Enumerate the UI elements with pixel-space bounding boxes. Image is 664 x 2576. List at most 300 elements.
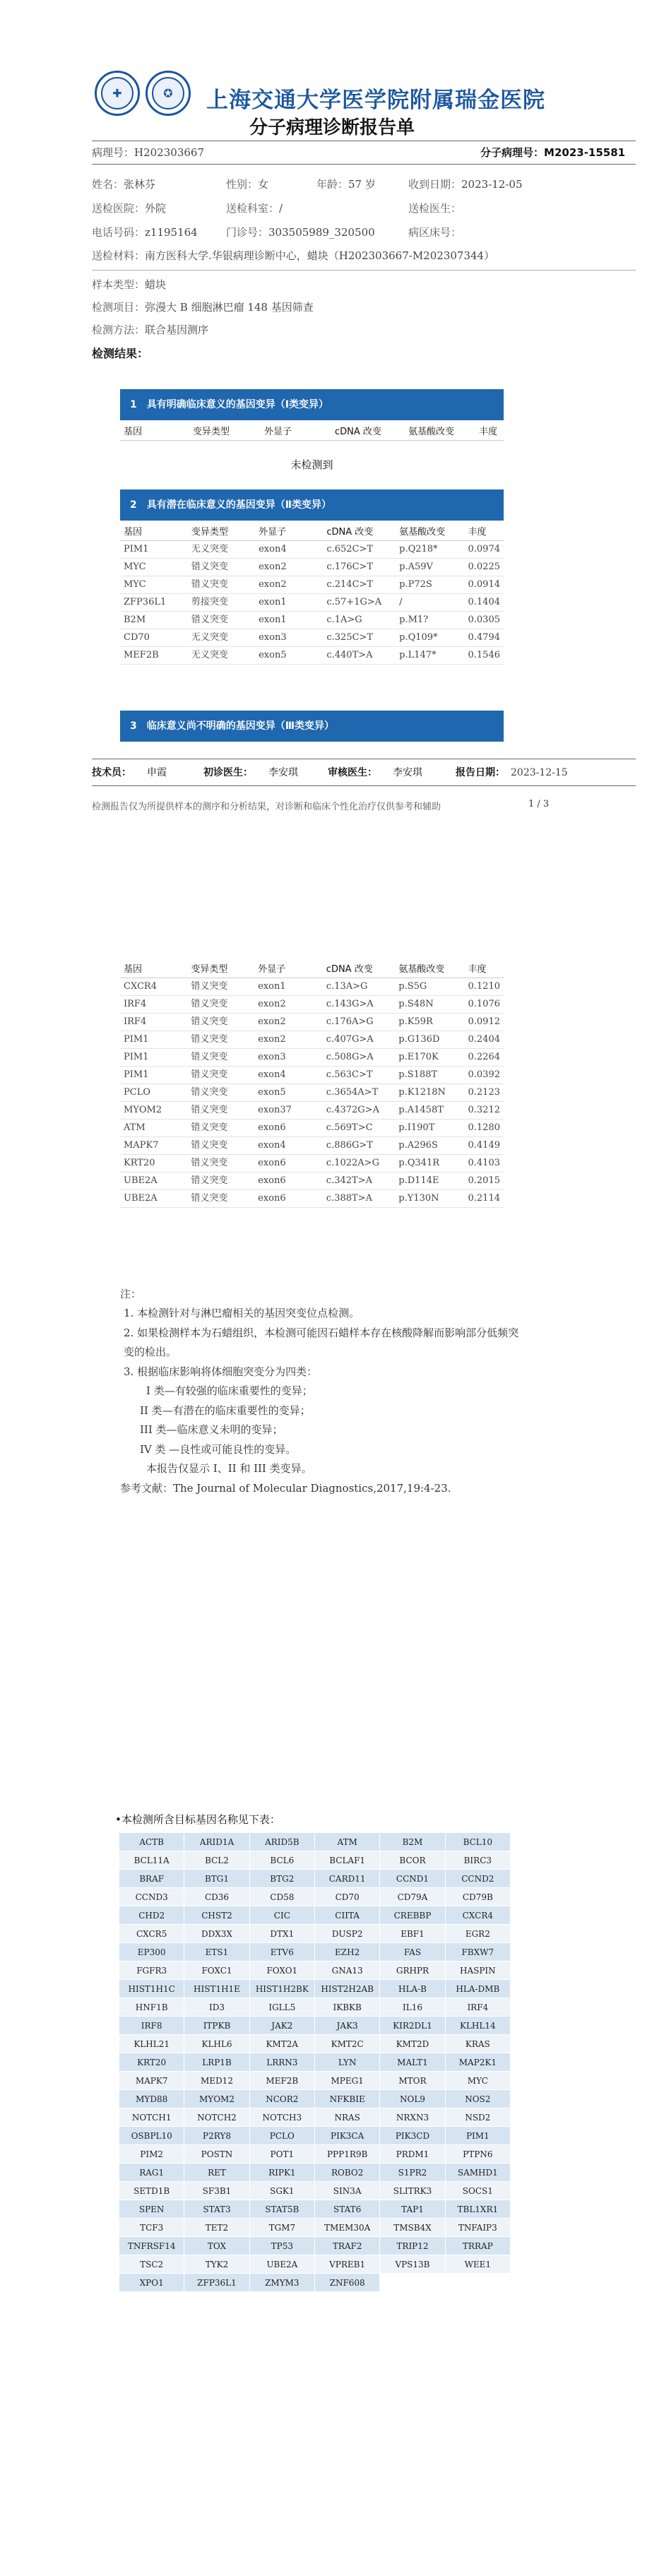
variant-row xyxy=(120,1137,504,1155)
notes-heading: 注： xyxy=(120,1288,142,1300)
variant-gene: MAPK7 xyxy=(120,1137,187,1155)
submitted-material-label: 送检材料： xyxy=(92,249,146,262)
gene-cell: KMT2A xyxy=(249,2035,314,2053)
variant-exon: exon1 xyxy=(254,978,323,996)
col-exon: 外显子 xyxy=(254,958,323,978)
gene-cell: LRRN3 xyxy=(249,2053,314,2072)
variant-type: 错义突变 xyxy=(187,1120,254,1137)
submitting-dept xyxy=(226,201,283,215)
test-method xyxy=(92,322,208,337)
phone-number-value: z1195164 xyxy=(145,226,198,239)
gene-cell: NOTCH3 xyxy=(249,2108,314,2127)
variant-freq: 0.0912 xyxy=(465,1014,504,1031)
variant-freq: 0.2015 xyxy=(465,1173,504,1190)
variant-cdna: c.143G>A xyxy=(323,996,396,1014)
gene-cell: SIN3A xyxy=(314,2182,379,2200)
variant-cdna: c.569T>C xyxy=(323,1120,396,1137)
variant-freq: 0.1076 xyxy=(465,996,504,1014)
gene-cell: CARD11 xyxy=(314,1870,379,1888)
gene-cell: NFKBIE xyxy=(314,2090,379,2108)
variant-type: 错义突变 xyxy=(187,1014,254,1031)
variant-exon: exon4 xyxy=(254,1137,323,1155)
gene-cell: MYD88 xyxy=(119,2090,184,2108)
variant-cdna: c.214C>T xyxy=(323,576,396,594)
gene-cell: EBF1 xyxy=(380,1925,445,1943)
received-date-value: 2023-12-05 xyxy=(461,178,523,191)
gene-cell: PIM2 xyxy=(119,2145,184,2164)
gene-cell: EZH2 xyxy=(314,1943,379,1961)
col-aa: 氨基酸改变 xyxy=(405,421,475,441)
variant-gene: ZFP36L1 xyxy=(120,594,188,612)
variant-aa: p.A1458T xyxy=(395,1102,464,1120)
tier2-header: 2 具有潜在临床意义的基因变异（Ⅱ类变异） xyxy=(120,489,504,521)
gene-cell: CD79A xyxy=(380,1888,445,1906)
variant-freq: 0.4149 xyxy=(465,1137,504,1155)
variant-exon: exon2 xyxy=(254,1014,323,1031)
tier2-header-row xyxy=(120,521,504,541)
variant-gene: CD70 xyxy=(120,629,188,647)
gene-cell: TNFAIP3 xyxy=(445,2219,510,2237)
sample-type-label: 样本类型： xyxy=(92,278,146,291)
gene-cell: KLHL6 xyxy=(184,2035,249,2053)
gene-cell: ACTB xyxy=(119,1833,184,1851)
submitting-doctor xyxy=(408,201,461,215)
variant-cdna: c.57+1G>A xyxy=(323,594,396,612)
report-date xyxy=(456,765,568,779)
gene-cell: HLA-B xyxy=(380,1980,445,1998)
variant-type: 错义突变 xyxy=(187,1173,254,1190)
material-divider xyxy=(92,270,636,271)
variant-gene: MYC xyxy=(120,559,188,576)
gene-cell: CD36 xyxy=(184,1888,249,1906)
variant-row xyxy=(120,1120,504,1137)
variant-type: 错义突变 xyxy=(187,1049,254,1067)
variant-gene: CXCR4 xyxy=(120,978,187,996)
variant-cdna: c.563C>T xyxy=(323,1067,396,1084)
variant-row xyxy=(120,1173,504,1190)
variant-aa: p.Q218* xyxy=(396,541,464,559)
gene-cell: POT1 xyxy=(249,2145,314,2164)
gene-cell: CD58 xyxy=(249,1888,314,1906)
gene-row xyxy=(119,2053,511,2072)
tier3-table xyxy=(120,958,504,1208)
class-1: I 类—有较强的临床重要性的变异； xyxy=(146,1384,313,1397)
gene-cell: CD70 xyxy=(314,1888,379,1906)
variant-row xyxy=(120,1031,504,1049)
variant-exon: exon1 xyxy=(255,612,323,629)
gene-row xyxy=(119,2145,511,2164)
gene-cell: JAK2 xyxy=(249,2017,314,2035)
gene-cell: BIRC3 xyxy=(445,1851,510,1870)
reference: 参考文献：The Journal of Molecular Diagnostics,2017,19:4-23. xyxy=(120,1482,451,1495)
gene-cell: ATM xyxy=(314,1833,379,1851)
gene-cell: NOTCH1 xyxy=(119,2108,184,2127)
variant-freq: 0.1280 xyxy=(465,1120,504,1137)
tier1-header-row xyxy=(120,421,504,441)
patient-name-value: 张林芬 xyxy=(124,178,156,191)
gene-cell: TAP1 xyxy=(380,2200,445,2219)
col-type: 变异类型 xyxy=(189,421,261,441)
variant-row xyxy=(120,1155,504,1173)
gene-cell: IKBKB xyxy=(314,1998,379,2017)
gene-cell: IGLL5 xyxy=(249,1998,314,2017)
gene-row xyxy=(119,1888,511,1906)
gene-cell: S1PR2 xyxy=(380,2164,445,2182)
gene-cell: GRHPR xyxy=(380,1961,445,1980)
gene-row xyxy=(119,1980,511,1998)
variant-cdna: c.407G>A xyxy=(323,1031,396,1049)
variant-freq: 0.0305 xyxy=(465,612,504,629)
gene-cell: VPS13B xyxy=(380,2255,445,2274)
gene-cell: BCL11A xyxy=(119,1851,184,1870)
variant-exon: exon6 xyxy=(254,1173,323,1190)
molecular-number-value: M2023-15581 xyxy=(544,146,626,159)
molecular-number xyxy=(480,145,625,160)
variant-type: 无义突变 xyxy=(188,541,255,559)
gene-cell: NOL9 xyxy=(380,2090,445,2108)
variant-aa: p.Q341R xyxy=(395,1155,464,1173)
variant-freq: 0.4794 xyxy=(465,629,504,647)
patient-name xyxy=(92,177,155,191)
variant-type: 无义突变 xyxy=(188,629,255,647)
variant-aa: p.M1? xyxy=(396,612,464,629)
gene-cell: LRP1B xyxy=(184,2053,249,2072)
gene-cell: NOS2 xyxy=(445,2090,510,2108)
gene-cell: PRDM1 xyxy=(380,2145,445,2164)
gene-row xyxy=(119,2274,511,2292)
variant-cdna: c.342T>A xyxy=(323,1173,396,1190)
gene-cell: BCL10 xyxy=(445,1833,510,1851)
gene-cell: JAK3 xyxy=(314,2017,379,2035)
gene-cell: RAG1 xyxy=(119,2164,184,2182)
patient-age-label: 年龄： xyxy=(316,178,349,191)
variant-row xyxy=(120,1067,504,1084)
hospital-name: 上海交通大学医学院附属瑞金医院 xyxy=(206,88,545,113)
variant-gene: UBE2A xyxy=(120,1173,187,1190)
gene-cell: BCOR xyxy=(380,1851,445,1870)
gene-cell: B2M xyxy=(380,1833,445,1851)
variant-row xyxy=(120,978,504,996)
initial-doctor-value: 李安琪 xyxy=(268,767,298,778)
gene-cell: EP300 xyxy=(119,1943,184,1961)
gene-cell: NRAS xyxy=(314,2108,379,2127)
gene-cell: FBXW7 xyxy=(445,1943,510,1961)
gene-row xyxy=(119,2035,511,2053)
gene-cell: SPEN xyxy=(119,2200,184,2219)
class-3: III 类—临床意义未明的变异； xyxy=(140,1423,283,1436)
gene-cell: TYK2 xyxy=(184,2255,249,2274)
gene-cell: TRAF2 xyxy=(314,2237,379,2255)
gene-cell: IRF4 xyxy=(445,1998,510,2017)
gene-cell: KLHL21 xyxy=(119,2035,184,2053)
variant-cdna: c.325C>T xyxy=(323,629,396,647)
variant-freq: 0.1404 xyxy=(465,594,504,612)
variant-type: 错义突变 xyxy=(188,576,255,594)
variant-gene: IRF4 xyxy=(120,996,187,1014)
gene-cell: TSC2 xyxy=(119,2255,184,2274)
gene-cell: STAT6 xyxy=(314,2200,379,2219)
variant-type: 错义突变 xyxy=(188,612,255,629)
variant-exon: exon3 xyxy=(255,629,323,647)
gene-cell: SF3B1 xyxy=(184,2182,249,2200)
phone-number xyxy=(92,225,198,239)
results-heading: 检测结果： xyxy=(92,347,149,360)
gene-row xyxy=(119,1870,511,1888)
variant-gene: KRT20 xyxy=(120,1155,187,1173)
gene-cell: SLITRK3 xyxy=(380,2182,445,2200)
variant-exon: exon3 xyxy=(254,1049,323,1067)
variant-aa: p.S188T xyxy=(395,1067,464,1084)
gene-cell: CCND2 xyxy=(445,1870,510,1888)
variant-row xyxy=(120,541,504,559)
patient-name-label: 姓名： xyxy=(92,178,124,191)
gene-cell: WEE1 xyxy=(445,2255,510,2274)
test-project xyxy=(92,299,314,314)
variant-exon: exon1 xyxy=(255,594,323,612)
variant-aa: p.K59R xyxy=(395,1014,464,1031)
variant-exon: exon2 xyxy=(254,996,323,1014)
gene-row xyxy=(119,2164,511,2182)
gene-row xyxy=(119,2108,511,2127)
col-gene: 基因 xyxy=(120,521,188,541)
gene-cell: MED12 xyxy=(184,2072,249,2090)
col-freq: 丰度 xyxy=(465,958,504,978)
gene-cell: SETD1B xyxy=(119,2182,184,2200)
gene-cell: PTPN6 xyxy=(445,2145,510,2164)
col-type: 变异类型 xyxy=(188,521,255,541)
variant-cdna: c.1A>G xyxy=(323,612,396,629)
gene-cell: HIST1H1E xyxy=(184,1980,249,1998)
gene-cell: ETS1 xyxy=(184,1943,249,1961)
variant-exon: exon4 xyxy=(254,1067,323,1084)
gene-cell: TMSB4X xyxy=(380,2219,445,2237)
hospital-emblem-icon: ✪ xyxy=(152,77,184,109)
variant-type: 剪接突变 xyxy=(188,594,255,612)
variant-freq: 0.3212 xyxy=(465,1102,504,1120)
variant-row xyxy=(120,576,504,594)
gene-cell: HNF1B xyxy=(119,1998,184,2017)
gene-row xyxy=(119,1906,511,1925)
variant-type: 错义突变 xyxy=(187,1102,254,1120)
test-method-label: 检测方法： xyxy=(92,324,146,336)
gene-row xyxy=(119,2255,511,2274)
gene-cell: KIR2DL1 xyxy=(380,2017,445,2035)
submitting-doctor-label: 送检医生： xyxy=(408,202,462,215)
case-number xyxy=(92,145,204,160)
gene-row xyxy=(119,2219,511,2237)
gene-cell: PIK3CD xyxy=(380,2127,445,2145)
gene-cell: NOTCH2 xyxy=(184,2108,249,2127)
variant-gene: MYOM2 xyxy=(120,1102,187,1120)
gene-list-table xyxy=(119,1832,511,2292)
gene-cell: HIST1H1C xyxy=(119,1980,184,1998)
test-project-label: 检测项目： xyxy=(92,301,146,314)
gene-cell: ZMYM3 xyxy=(249,2274,314,2292)
gene-row xyxy=(119,2182,511,2200)
gene-cell: SAMHD1 xyxy=(445,2164,510,2182)
disclaimer: 检测报告仅为所提供样本的测序和分析结果，对诊断和临床个性化治疗仅供参考和辅助 xyxy=(92,802,441,812)
university-logo xyxy=(95,71,140,116)
col-freq: 丰度 xyxy=(475,421,504,441)
gene-cell: PIM1 xyxy=(445,2127,510,2145)
col-exon: 外显子 xyxy=(255,521,323,541)
sample-type xyxy=(92,277,166,292)
variant-type: 错义突变 xyxy=(187,1190,254,1208)
gene-cell: ITPKB xyxy=(184,2017,249,2035)
gene-cell: EGR2 xyxy=(445,1925,510,1943)
gene-cell: MPEG1 xyxy=(314,2072,379,2090)
gene-cell: MALT1 xyxy=(380,2053,445,2072)
gene-cell: DDX3X xyxy=(184,1925,249,1943)
variant-exon: exon5 xyxy=(255,647,323,665)
variant-freq: 0.4103 xyxy=(465,1155,504,1173)
gene-cell: TP53 xyxy=(249,2237,314,2255)
outpatient-number-value: 303505989_320500 xyxy=(268,226,375,239)
gene-cell: NCOR2 xyxy=(249,2090,314,2108)
variant-aa: p.P72S xyxy=(396,576,464,594)
gene-cell: FOXO1 xyxy=(249,1961,314,1980)
variant-aa: p.A296S xyxy=(395,1137,464,1155)
sample-type-value: 蜡块 xyxy=(145,278,167,291)
gene-cell: TET2 xyxy=(184,2219,249,2237)
variant-freq: 0.2114 xyxy=(465,1190,504,1208)
gene-cell: BTG1 xyxy=(184,1870,249,1888)
variant-gene: PIM1 xyxy=(120,1067,187,1084)
gene-cell: MAP2K1 xyxy=(445,2053,510,2072)
variant-exon: exon4 xyxy=(255,541,323,559)
tier1-none-detected: 未检测到 xyxy=(290,458,333,471)
initial-doctor xyxy=(203,765,298,779)
col-aa: 氨基酸改变 xyxy=(396,521,464,541)
variant-cdna: c.886G>T xyxy=(323,1137,396,1155)
gene-cell: LYN xyxy=(314,2053,379,2072)
variant-row xyxy=(120,559,504,576)
variant-gene: PIM1 xyxy=(120,1049,187,1067)
variant-gene: PIM1 xyxy=(120,1031,187,1049)
variant-exon: exon37 xyxy=(254,1102,323,1120)
submitting-dept-label: 送检科室： xyxy=(226,202,280,215)
variant-cdna: c.3654A>T xyxy=(323,1084,396,1102)
gene-cell: HIST1H2BK xyxy=(249,1980,314,1998)
variant-gene: PCLO xyxy=(120,1084,187,1102)
variant-aa: p.L147* xyxy=(396,647,464,665)
report-title: 分子病理诊断报告单 xyxy=(249,117,415,138)
gene-cell: KMT2C xyxy=(314,2035,379,2053)
gene-cell: GNA13 xyxy=(314,1961,379,1980)
col-cdna: cDNA 改变 xyxy=(323,521,396,541)
variant-freq: 0.0914 xyxy=(465,576,504,594)
gene-cell: CHD2 xyxy=(119,1906,184,1925)
variant-gene: PIM1 xyxy=(120,541,188,559)
gene-cell: DTX1 xyxy=(249,1925,314,1943)
patient-sex xyxy=(226,177,268,191)
col-aa: 氨基酸改变 xyxy=(395,958,464,978)
variant-exon: exon5 xyxy=(254,1084,323,1102)
gene-cell: HIST2H2AB xyxy=(314,1980,379,1998)
gene-cell: BCL6 xyxy=(249,1851,314,1870)
col-cdna: cDNA 改变 xyxy=(323,958,396,978)
patient-sex-value: 女 xyxy=(258,178,269,191)
variant-aa: p.Q109* xyxy=(396,629,464,647)
gene-cell: XPO1 xyxy=(119,2274,184,2292)
hospital-logo xyxy=(146,71,191,116)
received-date-label: 收到日期： xyxy=(408,178,462,191)
submitted-material-value: 南方医科大学.华银病理诊断中心，蜡块（H202303667-M202307344） xyxy=(145,249,495,262)
variant-exon: exon6 xyxy=(254,1155,323,1173)
class-2: II 类—有潜在的临床重要性的变异； xyxy=(140,1404,311,1417)
variant-type: 错义突变 xyxy=(187,1137,254,1155)
variant-gene: ATM xyxy=(120,1120,187,1137)
gene-cell: CXCR5 xyxy=(119,1925,184,1943)
gene-cell: KMT2D xyxy=(380,2035,445,2053)
gene-cell: BCL2 xyxy=(184,1851,249,1870)
variant-aa: p.Y130N xyxy=(395,1190,464,1208)
review-doctor-value: 李安琪 xyxy=(393,767,422,778)
patient-age xyxy=(316,177,376,191)
variant-row xyxy=(120,1084,504,1102)
variant-type: 错义突变 xyxy=(187,996,254,1014)
gene-cell: FAS xyxy=(380,1943,445,1961)
technician-label: 技术员： xyxy=(92,767,131,778)
gene-cell: TRRAP xyxy=(445,2237,510,2255)
molecular-number-label: 分子病理号： xyxy=(480,146,545,159)
variant-aa: p.S5G xyxy=(395,978,464,996)
gene-cell: TCF3 xyxy=(119,2219,184,2237)
variant-exon: exon6 xyxy=(254,1190,323,1208)
gene-cell: ID3 xyxy=(184,1998,249,2017)
variant-cdna: c.13A>G xyxy=(323,978,396,996)
gene-cell: SGK1 xyxy=(249,2182,314,2200)
gene-cell xyxy=(380,2274,445,2292)
variant-cdna: c.4372G>A xyxy=(323,1102,396,1120)
note-2a: 2. 如果检测样本为石蜡组织，本检测可能因石蜡样本存在核酸降解而影响部分低频突 xyxy=(124,1326,519,1339)
variant-exon: exon2 xyxy=(254,1031,323,1049)
variant-row xyxy=(120,594,504,612)
gene-cell: PIK3CA xyxy=(314,2127,379,2145)
variant-freq: 0.0225 xyxy=(465,559,504,576)
gene-cell: PCLO xyxy=(249,2127,314,2145)
note-2b: 变的检出。 xyxy=(124,1346,177,1358)
patient-age-value: 57 岁 xyxy=(348,178,376,191)
variant-freq: 0.0392 xyxy=(465,1067,504,1084)
gene-row xyxy=(119,2127,511,2145)
gene-cell: NSD2 xyxy=(445,2108,510,2127)
class-4: IV 类 —良性或可能良性的变异。 xyxy=(140,1443,297,1456)
gene-cell: CCND3 xyxy=(119,1888,184,1906)
variant-row xyxy=(120,1102,504,1120)
variant-type: 错义突变 xyxy=(187,978,254,996)
note-3: 3. 根据临床影响将体细胞突变分为四类： xyxy=(124,1365,318,1378)
gene-cell: MEF2B xyxy=(249,2072,314,2090)
col-freq: 丰度 xyxy=(465,521,504,541)
patient-sex-label: 性别： xyxy=(226,178,259,191)
university-emblem-icon: ✚ xyxy=(101,77,134,109)
variant-freq: 0.2123 xyxy=(465,1084,504,1102)
col-cdna: cDNA 改变 xyxy=(331,421,405,441)
col-gene: 基因 xyxy=(120,421,189,441)
variant-gene: UBE2A xyxy=(120,1190,187,1208)
variant-aa: p.S48N xyxy=(395,996,464,1014)
gene-cell: ARID5B xyxy=(249,1833,314,1851)
gene-cell: KRAS xyxy=(445,2035,510,2053)
variant-aa: p.E170K xyxy=(395,1049,464,1067)
submitting-hospital xyxy=(92,201,166,215)
variant-gene: MEF2B xyxy=(120,647,188,665)
variant-type: 错义突变 xyxy=(187,1155,254,1173)
gene-cell: POSTN xyxy=(184,2145,249,2164)
col-type: 变异类型 xyxy=(187,958,254,978)
tier3-header-row xyxy=(120,958,504,978)
